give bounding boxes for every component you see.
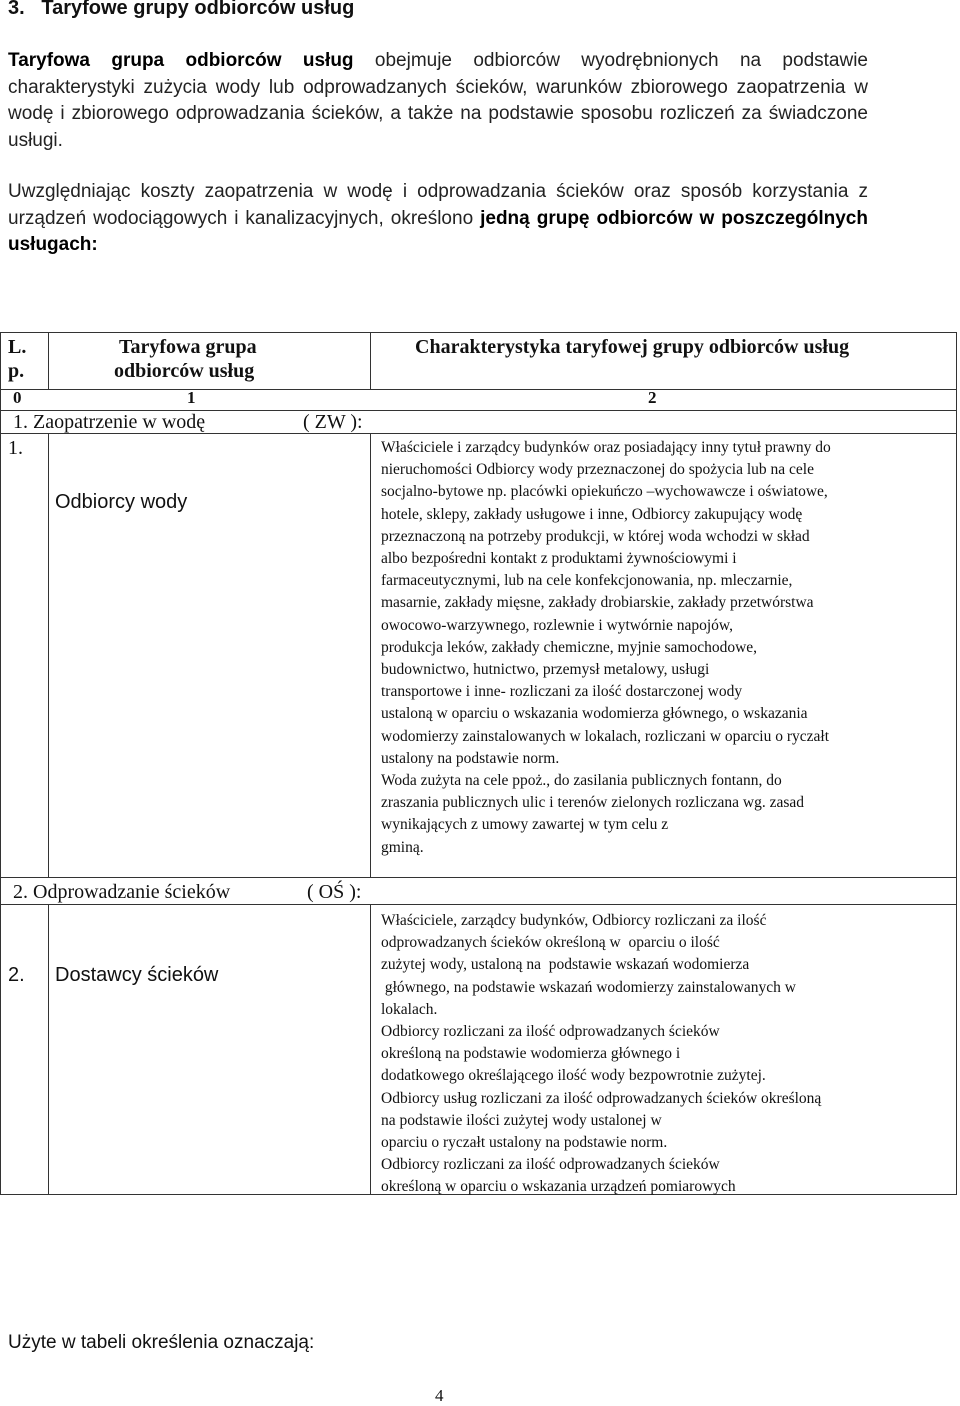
characteristic-line: oparciu o ryczałt ustalony na podstawie norm. — [381, 1134, 668, 1152]
intro-text: obejmuje odbiorców wyodrębnionych na podstawie charakterystyki zużycia wody lub odprowadzanych ścieków, warunków zbiorowego zaopatrzenia w wodę i zbiorowego odprowadzania ścieków, a także na podstawie sposobu rozliczeń za świadczone usługi. — [8, 50, 868, 151]
section-title: Taryfowe grupy odbiorców usług — [41, 0, 355, 19]
intro2-bold-text: jedną grupę odbiorców w poszczególnych usługach: — [8, 207, 868, 255]
col-divider — [48, 433, 49, 877]
characteristic-line: budownictwo, hutnictwo, przemysł metalowy, usługi — [381, 661, 710, 679]
section-1-lp: 1. — [8, 437, 23, 459]
header-lp-1: L. — [8, 336, 27, 358]
characteristic-line: albo bezpośredni kontakt z produktami żywnościowymi i — [381, 550, 737, 568]
intro2-paragraph — [8, 179, 868, 259]
row-divider — [1, 904, 956, 905]
section-title-wastewater — [13, 881, 230, 904]
footer-text: Użyte w tabeli określenia oznaczają: — [8, 1332, 315, 1353]
col-divider — [48, 333, 49, 389]
header-lp-2: p. — [8, 360, 25, 382]
characteristic-line: hotele, sklepy, zakłady usługowe i inne, Odbiorcy zakupujący wodę — [381, 505, 803, 523]
characteristic-line: odprowadzanych ścieków określoną w oparciu o ilość — [381, 934, 720, 952]
characteristic-line: wodomierzy zainstalowanych w lokalach, rozliczani w oparciu o ryczałt — [381, 727, 830, 745]
section-1-code: ( ZW ): — [303, 411, 363, 433]
col-number-1: 1 — [187, 388, 196, 407]
section-2-title: 2. Odprowadzanie ścieków — [13, 881, 231, 903]
section-2-group: Dostawcy ścieków — [55, 964, 219, 986]
characteristic-line: Woda zużyta na cele ppoż., do zasilania publicznych fontann, do — [381, 772, 782, 790]
characteristic-line: produkcja leków, zakłady chemiczne, myjnie samochodowe, — [381, 638, 758, 656]
col-divider — [370, 433, 371, 877]
section-2-lp: 2. — [8, 964, 25, 986]
characteristic-line: zraszania publicznych ulic i terenów zielonych rozliczana wg. zasad — [381, 794, 805, 812]
intro-paragraph — [8, 48, 868, 154]
characteristic-line: Właściciele i zarządcy budynków oraz posiadający inny tytuł prawny do — [381, 439, 831, 456]
intro-bold-term: Taryfowa grupa odbiorców usług — [8, 50, 354, 71]
characteristic-line: określoną w oparciu o wskazania urządzeń pomiarowych — [381, 1178, 736, 1196]
characteristic-line: nieruchomości Odbiorcy wody przeznaczonej do spożycia lub na cele — [381, 461, 814, 479]
col-divider — [48, 904, 49, 1194]
header-characteristic: Charakterystyka taryfowej grupy odbiorców usług — [415, 336, 850, 358]
section-2-characteristic — [381, 910, 821, 1199]
row-divider — [1, 877, 956, 878]
row-divider — [1, 389, 956, 390]
characteristic-line: na podstawie ilości zużytej wody ustalonej w — [381, 1111, 662, 1129]
characteristic-line: ustalony na podstawie norm. — [381, 749, 560, 767]
header-group-2: odbiorców usług — [114, 360, 255, 382]
characteristic-line: masarnie, zakłady mięsne, zakłady drobiarskie, zakłady przetwórstwa — [381, 594, 814, 612]
characteristic-line: zużytej wody, ustaloną na podstawie wskazań wodomierza — [381, 956, 750, 974]
characteristic-line: określoną na podstawie wodomierza głównego i — [381, 1045, 681, 1063]
col-number-0: 0 — [13, 388, 22, 407]
section-1-characteristic — [381, 437, 831, 859]
characteristic-line: głównego, na podstawie wskazań wodomierzy zainstalowanych w — [381, 978, 796, 996]
col-number-2: 2 — [648, 388, 657, 407]
col-divider — [370, 333, 371, 389]
characteristic-line: Odbiorcy usług rozliczani za ilość odprowadzanych ścieków określoną — [381, 1089, 822, 1107]
characteristic-line: Odbiorcy rozliczani za ilość odprowadzanych ścieków — [381, 1023, 720, 1041]
page-number: 4 — [435, 1386, 444, 1405]
section-2-code: ( OŚ ): — [307, 881, 362, 903]
section-1-title: 1. Zaopatrzenie w wodę — [13, 411, 206, 433]
col-divider — [370, 904, 371, 1194]
characteristic-line: farmaceutycznymi, lub na cele konfekcjonowania, np. mleczarnie, — [381, 572, 793, 590]
intro2-text: Uwzględniając koszty zaopatrzenia w wodę i odprowadzania ścieków oraz sposób korzystania z urządzeń wodociągowych i kanalizacyjnych, określono — [8, 181, 868, 229]
section-number: 3. — [8, 0, 25, 19]
characteristic-line: dodatkowego określającego ilość wody bezpowrotnie zużytej. — [381, 1067, 766, 1085]
characteristic-line: gminą. — [381, 838, 424, 856]
section-1-group: Odbiorcy wody — [55, 491, 188, 513]
characteristic-line: socjalno-bytowe np. placówki opiekuńczo –wychowawcze i oświatowe, — [381, 483, 828, 501]
characteristic-line: ustaloną w oparciu o wskazania wodomierza głównego, o wskazania — [381, 705, 808, 723]
section-heading — [8, 0, 354, 20]
characteristic-line: wynikających z umowy zawartej w tym celu z — [381, 816, 669, 834]
characteristic-line: Właściciele, zarządcy budynków, Odbiorcy rozliczani za ilość — [381, 912, 767, 929]
characteristic-line: przeznaczoną na potrzeby produkcji, w której woda wchodzi w skład — [381, 527, 810, 545]
characteristic-line: lokalach. — [381, 1000, 438, 1018]
characteristic-line: owocowo-warzywnego, rozlewnie i wytwórnie napojów, — [381, 616, 733, 634]
header-group-1: Taryfowa grupa — [119, 336, 257, 358]
characteristic-line: transportowe i inne- rozliczani za ilość dostarczonej wody — [381, 683, 743, 701]
tariff-group-table — [0, 332, 957, 1195]
characteristic-line: Odbiorcy rozliczani za ilość odprowadzanych ścieków — [381, 1156, 720, 1174]
section-title-water-supply — [13, 411, 205, 434]
